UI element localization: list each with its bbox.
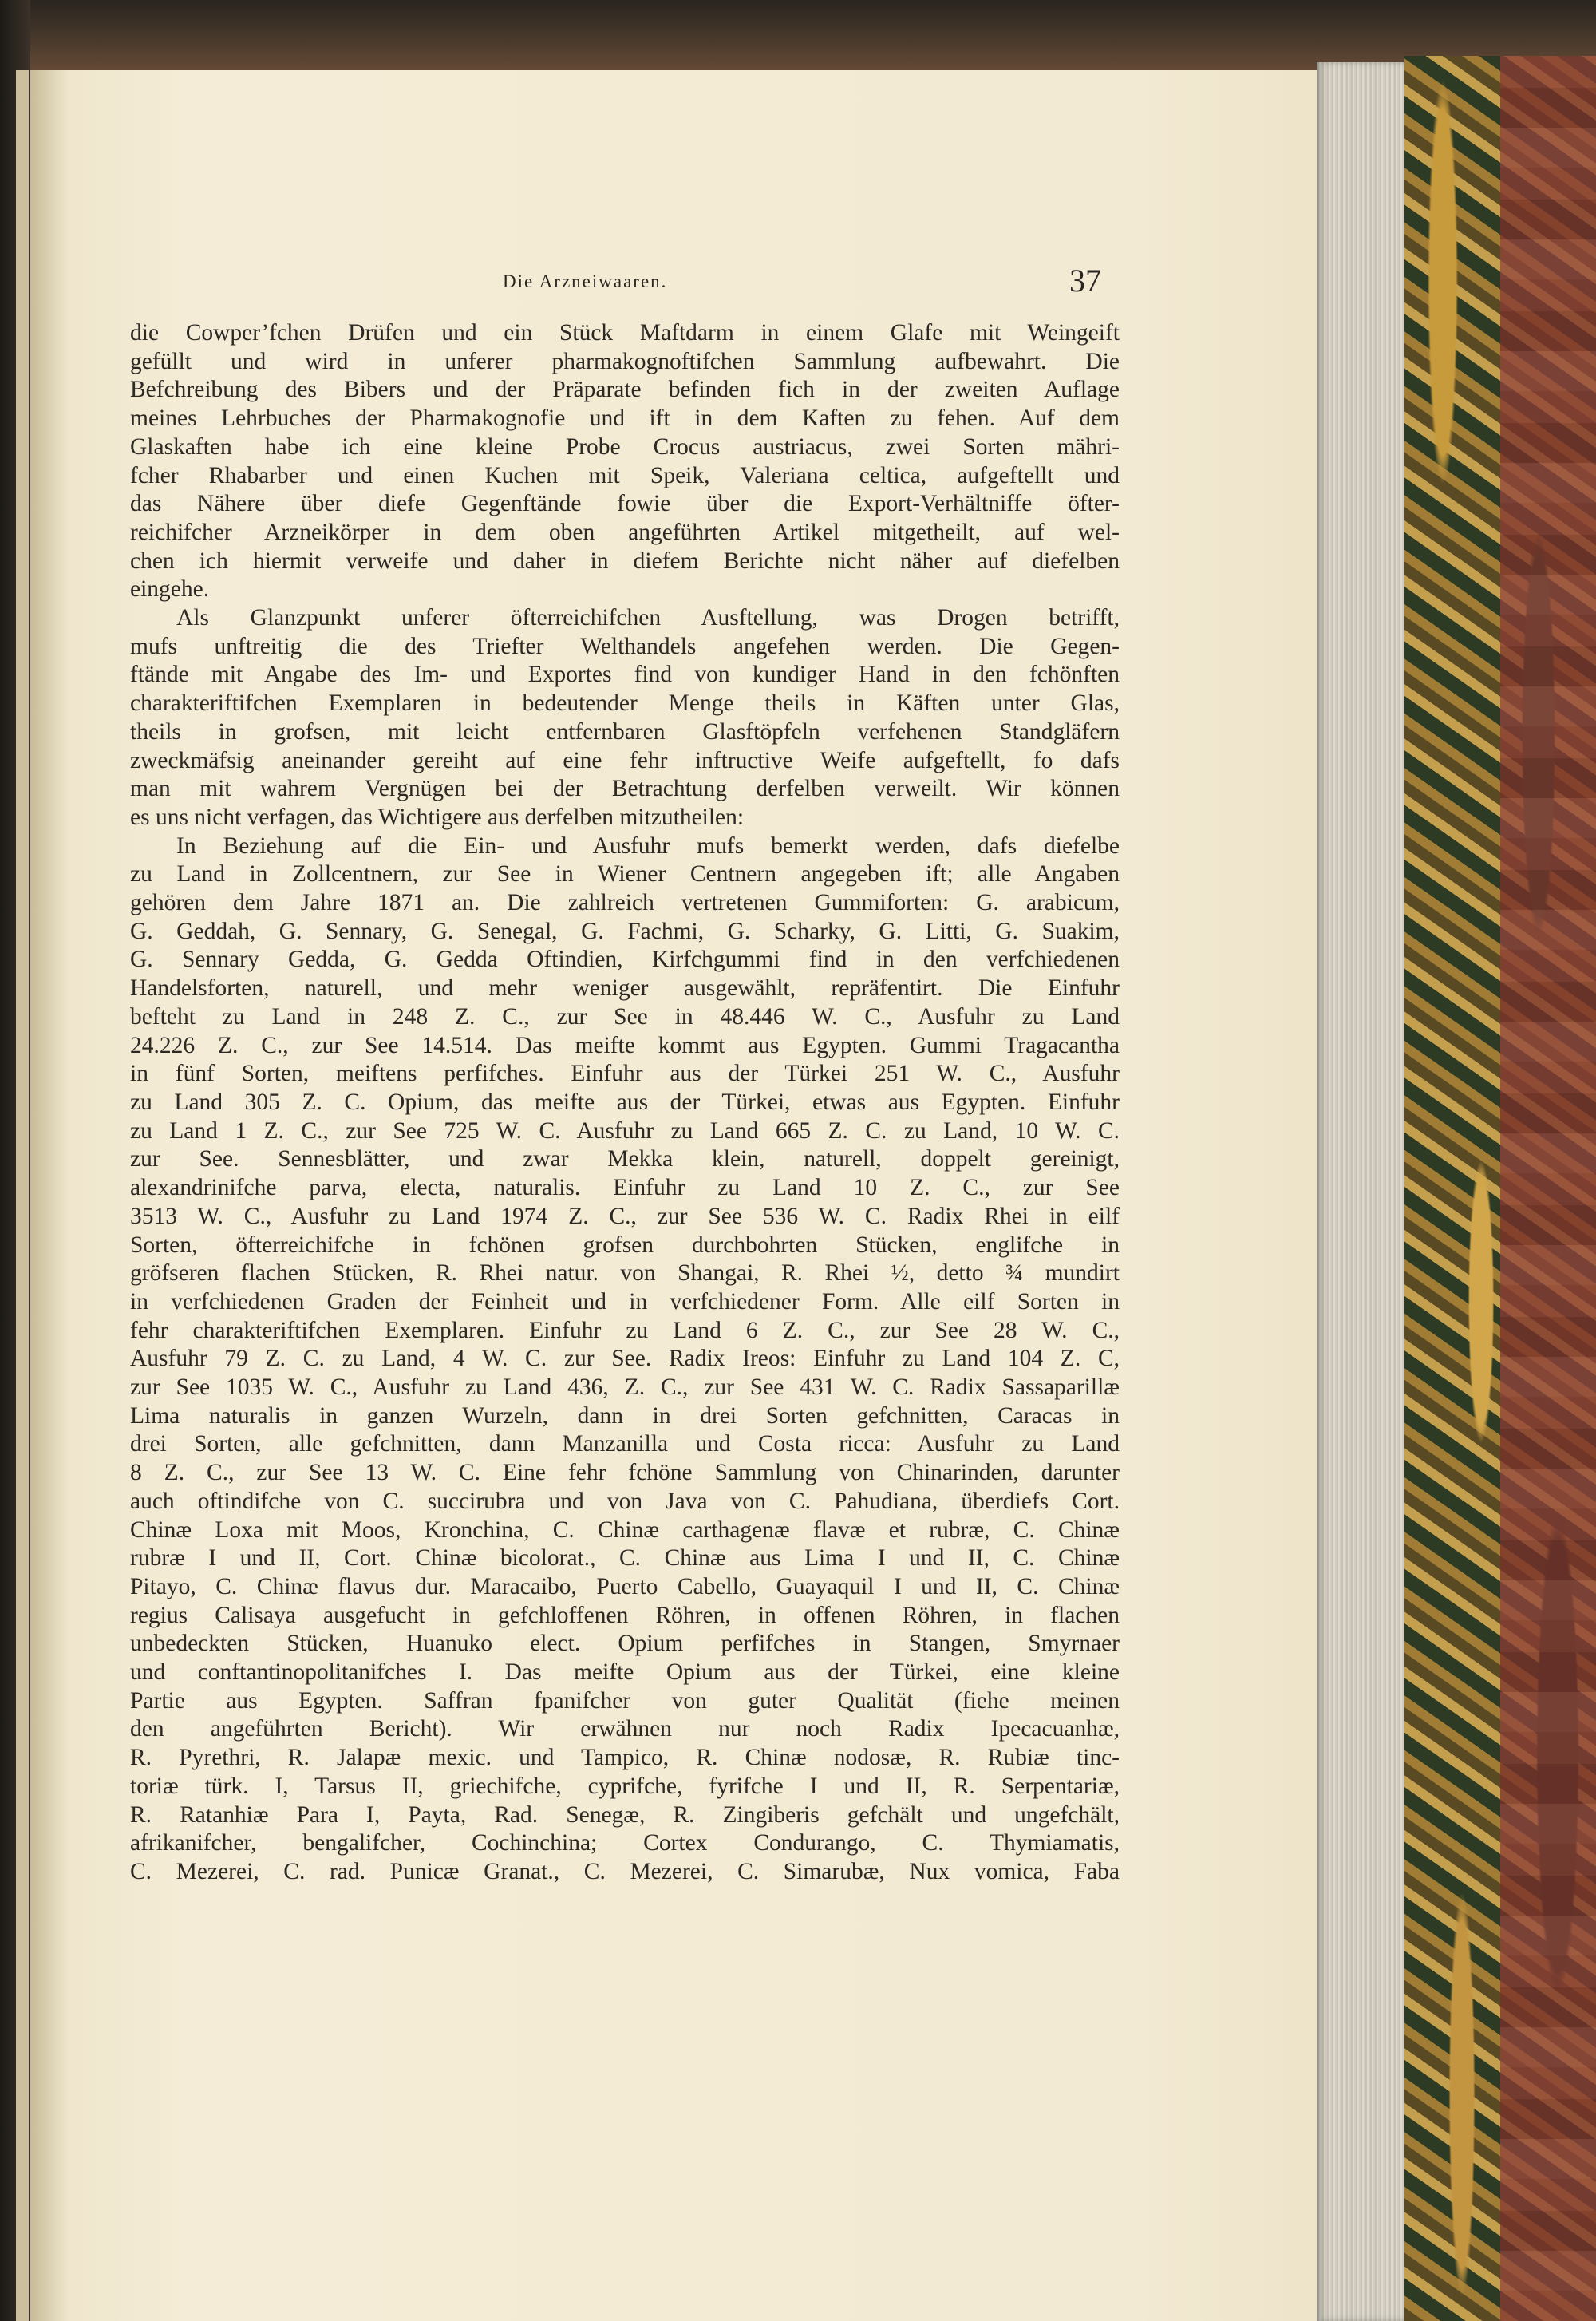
text-line: R. Pyrethri, R. Jalapæ mexic. und Tampico, R. Chinæ nodosæ, R. Rubiæ tinc- (130, 1745, 1120, 1771)
text-line: Glaskaften habe ich eine kleine Probe Crocus austriacus, zwei Sorten mähri- (130, 433, 1120, 460)
text-line: unbedeckten Stücken, Huanuko elect. Opium perfifches in Stangen, Smyrnaer (130, 1631, 1120, 1657)
text-line: drei Sorten, alle gefchnitten, dann Manzanilla und Costa ricca: Ausfuhr zu Land (130, 1431, 1120, 1457)
running-head: Die Arzneiwaaren. (503, 271, 668, 291)
text-line: reichifcher Arzneikörper in dem oben angeführten Artikel mitgetheilt, auf wel- (130, 519, 1120, 545)
text-line: in fünf Sorten, meiftens perfifches. Einfuhr aus der Türkei 251 W. C., Ausfuhr (130, 1061, 1120, 1087)
page-stack-edge (1317, 62, 1404, 2321)
facing-page-edge (16, 70, 29, 2321)
text-line: theils in grofsen, mit leicht entfernbaren Glasftöpfeln verfehenen Standgläfern (130, 718, 1120, 745)
text-line: Lima naturalis in ganzen Wurzeln, dann in drei Sorten gefchnitten, Caracas in (130, 1402, 1120, 1429)
text-line: man mit wahrem Vergnügen bei der Betrachtung derfelben verweilt. Wir können (130, 776, 1120, 802)
text-line: die Cowper’fchen Drüfen und ein Stück Maftdarm in einem Glafe mit Weingeift (130, 320, 1120, 346)
text-line: toriæ türk. I, Tarsus II, griechifche, cyprifche, fyrifche I und II, R. Serpentariæ, (130, 1773, 1120, 1799)
text-line: ftände mit Angabe des Im- und Exportes find von kundiger Hand in den fchönften (130, 662, 1120, 688)
text-line: zur See 1035 W. C., Ausfuhr zu Land 436, Z. C., zur See 431 W. C. Radix Sassaparillæ (130, 1374, 1120, 1401)
text-line: Chinæ Loxa mit Moos, Kronchina, C. Chinæ carthagenæ flavæ et rubræ, C. Chinæ (130, 1516, 1120, 1543)
text-line: In Beziehung auf die Ein- und Ausfuhr mufs bemerkt werden, dafs diefelbe (176, 832, 1120, 859)
text-line: G. Sennary Gedda, G. Gedda Oftindien, Kirfchgummi find in den verfchiedenen (130, 947, 1120, 973)
text-line: gehören dem Jahre 1871 an. Die zahlreich vertretenen Gummiforten: G. arabicum, (130, 890, 1120, 916)
body-text (130, 319, 1120, 1887)
text-line: fcher Rhabarber und einen Kuchen mit Speik, Valeriana celtica, aufgeftellt und (130, 462, 1120, 488)
text-line: zu Land in Zollcentnern, zur See in Wiener Centnern angegeben ift; alle Angaben (130, 861, 1120, 888)
text-line: mufs unftreitig die des Triefter Welthandels angefehen werden. Die Gegen- (130, 633, 1120, 659)
text-line: 8 Z. C., zur See 13 W. C. Eine fehr fchöne Sammlung von Chinarinden, darunter (130, 1460, 1120, 1486)
text-line: Pitayo, C. Chinæ flavus dur. Maracaibo, Puerto Cabello, Guayaquil I und II, C. Chinæ (130, 1573, 1120, 1599)
text-line: regius Calisaya ausgefucht in gefchloffenen Röhren, in offenen Röhren, in flachen (130, 1602, 1120, 1628)
text-line: Sorten, öfterreichifche in fchönen grofsen durchbohrten Stücken, englifche in (130, 1232, 1120, 1258)
text-line: Handelsforten, naturell, und mehr weniger ausgewählt, repräfentirt. Die Einfuhr (130, 975, 1120, 1002)
text-line: zu Land 305 Z. C. Opium, das meifte aus der Türkei, etwas aus Egypten. Einfuhr (130, 1089, 1120, 1115)
text-line: charakteriftifchen Exemplaren in bedeutender Menge theils in Käften unter Glas, (130, 690, 1120, 717)
text-line: meines Lehrbuches der Pharmakognofie und ift in dem Kaften zu fehen. Auf dem (130, 405, 1120, 432)
text-line: gefüllt und wird in unferer pharmakognoftifchen Sammlung aufbewahrt. Die (130, 348, 1120, 374)
text-line: zur See. Sennesblätter, und zwar Mekka klein, naturell, doppelt gereinigt, (130, 1146, 1120, 1172)
text-line: auch oftindifche von C. succirubra und von Java von C. Pahudiana, überdiefs Cort. (130, 1488, 1120, 1514)
text-line: eingehe. (130, 576, 210, 603)
text-line: 24.226 Z. C., zur See 14.514. Das meifte kommt aus Egypten. Gummi Tragacantha (130, 1032, 1120, 1058)
text-line: den angeführten Bericht). Wir erwähnen nur noch Radix Ipecacuanhæ, (130, 1716, 1120, 1742)
text-line: 3513 W. C., Ausfuhr zu Land 1974 Z. C., zur See 536 W. C. Radix Rhei in eilf (130, 1203, 1120, 1229)
text-line: gröfseren flachen Stücken, R. Rhei natur. von Shangai, R. Rhei ½, detto ¾ mundirt (130, 1260, 1120, 1287)
text-line: Befchreibung des Bibers und der Präparate befinden fich in der zweiten Auflage (130, 377, 1120, 403)
text-line: es uns nicht verfagen, das Wichtigere aus derfelben mitzutheilen: (130, 804, 745, 830)
text-line: Als Glanzpunkt unferer öfterreichifchen Ausftellung, was Drogen betrifft, (176, 605, 1120, 631)
binding-edge (1500, 56, 1596, 2321)
text-line: R. Ratanhiæ Para I, Payta, Rad. Senegæ, R. Zingiberis gefchält und ungefchält, (130, 1801, 1120, 1828)
text-line: fehr charakteriftifchen Exemplaren. Einfuhr zu Land 6 Z. C., zur See 28 W. C., (130, 1317, 1120, 1343)
text-line: zweckmäfsig aneinander gereiht auf eine fehr inftructive Weife aufgeftellt, fo dafs (130, 747, 1120, 773)
text-line: in verfchiedenen Graden der Feinheit und in verfchiedener Form. Alle eilf Sorten in (130, 1288, 1120, 1315)
text-line: Ausfuhr 79 Z. C. zu Land, 4 W. C. zur See. Radix Ireos: Einfuhr zu Land 104 Z. C, (130, 1346, 1120, 1372)
text-line: afrikanifcher, bengalifcher, Cochinchina; Cortex Condurango, C. Thymiamatis, (130, 1830, 1120, 1856)
text-line: C. Mezerei, C. rad. Punicæ Granat., C. Mezerei, C. Simarubæ, Nux vomica, Faba (130, 1858, 1120, 1884)
text-line: befteht zu Land in 248 Z. C., zur See in 48.446 W. C., Ausfuhr zu Land (130, 1003, 1120, 1030)
text-line: alexandrinifche parva, electa, naturalis. Einfuhr zu Land 10 Z. C., zur See (130, 1175, 1120, 1201)
text-line: zu Land 1 Z. C., zur See 725 W. C. Ausfuhr zu Land 665 Z. C. zu Land, 10 W. C. (130, 1117, 1120, 1144)
text-line: und conftantinopolitanifches I. Das meifte Opium aus der Türkei, eine kleine (130, 1659, 1120, 1686)
text-line: G. Geddah, G. Sennary, G. Senegal, G. Fachmi, G. Scharky, G. Litti, G. Suakim, (130, 918, 1120, 944)
text-line: das Nähere über diefe Gegenftände fowie über die Export-Verhältniffe öfter- (130, 491, 1120, 517)
text-line: Partie aus Egypten. Saffran fpanifcher von guter Qualität (fiehe meinen (130, 1687, 1120, 1714)
page-number: 37 (1069, 263, 1101, 299)
text-line: chen ich hiermit verweife und daher in diefem Berichte nicht näher auf diefelben (130, 548, 1120, 574)
text-line: rubræ I und II, Cort. Chinæ bicolorat., C. Chinæ aus Lima I und II, C. Chinæ (130, 1545, 1120, 1572)
